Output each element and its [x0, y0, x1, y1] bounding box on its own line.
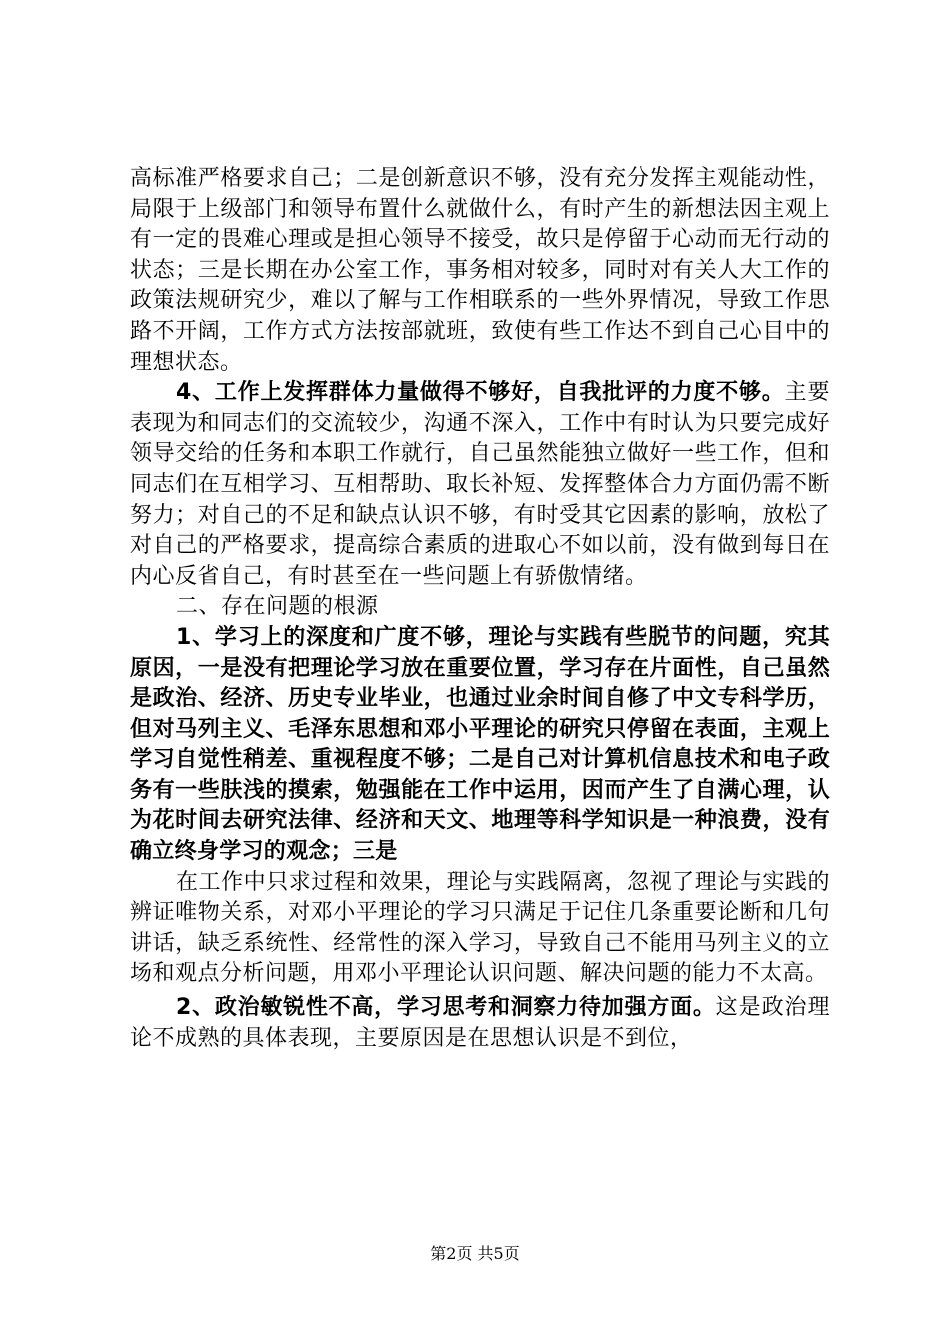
paragraph-lead: 2、政治敏锐性不高，学习思考和洞察力待加强方面。	[176, 995, 716, 1021]
page-number-footer: 第2页 共5页	[430, 1244, 520, 1263]
paragraph-text: 高标准严格要求自己；二是创新意识不够，没有充分发挥主观能动性，局限于上级部门和领导布置什么就做什么，有时产生的新想法因主观上有一定的畏难心理或是担心领导不接受，故只是停留于心动而无行动的状态；三是长期在办公室工作，事务相对较多，同时对有关人大工作的政策法规研究少，难以了解与工作相联系的一些外界情况，导致工作思路不开阔，工作方式方法按部就班，致使有些工作达不到自己心目中的理想状态。	[130, 166, 830, 375]
paragraph-item-2	[130, 993, 830, 1054]
paragraph-lead: 1、学习上的深度和广度不够，理论与实践有些脱节的问题，究其原因，一是没有把理论学习放在重要位置，学习存在片面性，自己虽然是政治、经济、历史专业毕业，也通过业余时间自修了中文专科学历，但对马列主义、毛泽东思想和邓小平理论的研究只停留在表面，主观上学习自觉性稍差、重视程度不够；二是自己对计算机信息技术和电子政务有一些肤浅的摸索，勉强能在工作中运用，因而产生了自满心理，认为花时间去研究法律、经济和天文、地理等科学知识是一种浪费，没有确立终身学习的观念；三是	[130, 624, 830, 865]
paragraph-lead: 4、工作上发挥群体力量做得不够好，自我批评的力度不够。	[176, 380, 785, 406]
paragraph-plain	[130, 868, 830, 990]
paragraph-text: 主要表现为和同志们的交流较少，沟通不深入，工作中有时认为只要完成好领导交给的任务和本职工作就行，自己虽然能独立做好一些工作，但和同志们在互相学习、互相帮助、取长补短、发挥整体合力方面仍需不断努力；对自己的不足和缺点认识不够，有时受其它因素的影响，放松了对自己的严格要求，提高综合素质的进取心不如以前，没有做到每日在内心反省自己，有时甚至在一些问题上有骄傲情绪。	[130, 380, 830, 589]
paragraph-item-1	[130, 623, 830, 868]
paragraph-continuation	[130, 164, 830, 378]
paragraph-item-4	[130, 378, 830, 592]
section-heading-text: 二、存在问题的根源	[176, 594, 379, 620]
paragraph-text: 在工作中只求过程和效果，理论与实践隔离，忽视了理论与实践的辨证唯物关系，对邓小平理论的学习只满足于记住几条重要论断和几句讲话，缺乏系统性、经常性的深入学习，导致自己不能用马列主义的立场和观点分析问题，用邓小平理论认识问题、解决问题的能力不太高。	[130, 869, 830, 987]
paragraph-text: 这是政治理论不成熟的具体表现，主要原因是在思想认识是不到位，	[130, 995, 830, 1051]
section-heading	[130, 592, 830, 623]
document-body	[130, 164, 830, 1054]
